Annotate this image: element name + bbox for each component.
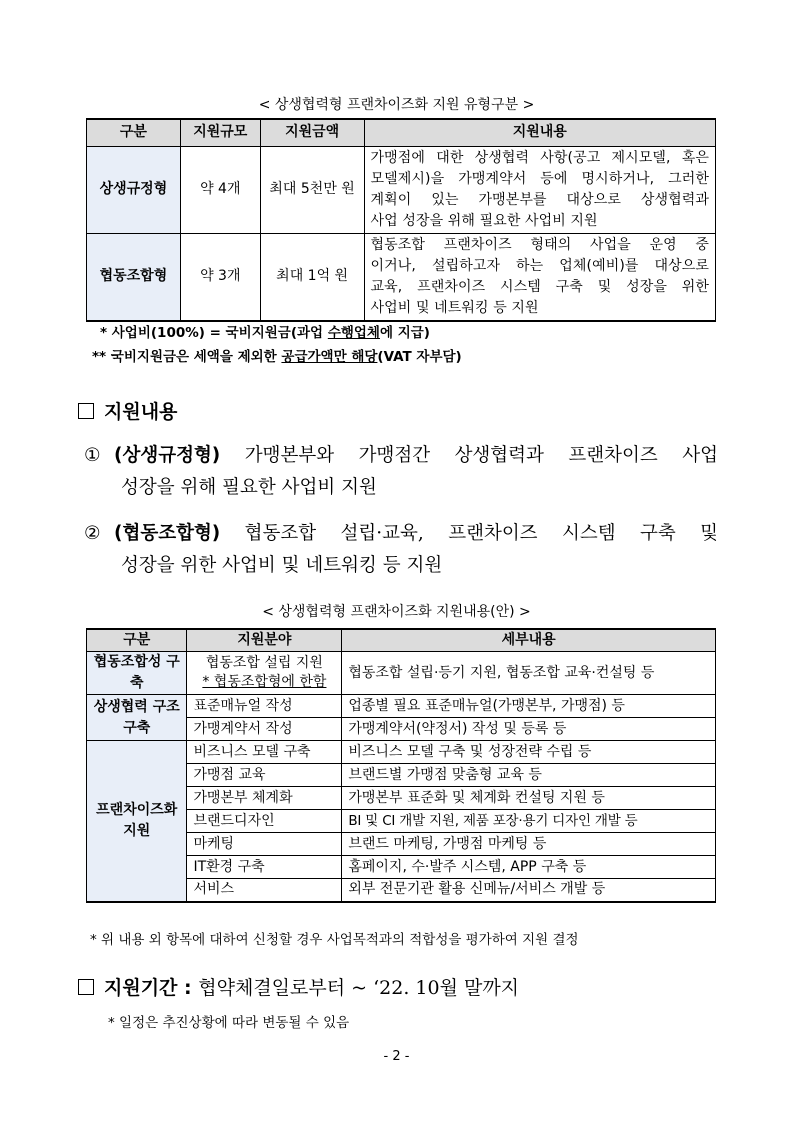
row-amount: 최대 5천만 원: [260, 146, 364, 233]
field-cell: 가맹계약서 작성: [187, 718, 342, 741]
field-cell: 가맹점 교육: [187, 764, 342, 787]
checkbox-bullet-icon: [78, 403, 94, 419]
table1-caption: < 상생협력형 프랜차이즈화 지원 유형구분 >: [258, 97, 535, 113]
field-cell: 서비스: [187, 879, 342, 902]
group-label: 협동조합성 구축: [87, 652, 187, 695]
table-row: [87, 146, 716, 233]
header-category: 구분: [87, 119, 181, 146]
row-scale: 약 4개: [180, 146, 260, 233]
group-label: 프랜차이즈화 지원: [87, 741, 187, 902]
detail-cell: 업종별 필요 표준매뉴얼(가맹본부, 가맹점) 등: [342, 695, 716, 718]
field-cell: 브랜드디자인: [187, 810, 342, 833]
detail-cell: 협동조합 설립·등기 지원, 협동조합 교육·컨설팅 등: [342, 652, 716, 695]
item-type: (상생규정형): [114, 445, 221, 466]
detail-cell: 비즈니스 모델 구축 및 성장전략 수립 등: [342, 741, 716, 764]
header-detail: 세부내용: [342, 629, 716, 652]
table2-caption: < 상생협력형 프랜차이즈화 지원내용(안) >: [262, 604, 531, 620]
header-scale: 지원규모: [180, 119, 260, 146]
content-line: 사업비 및 네트워킹 등 지원: [370, 299, 539, 316]
support-type-table: [86, 118, 716, 322]
detail-cell: BI 및 CI 개발 지원, 제품 포장·용기 디자인 개발 등: [342, 810, 716, 833]
field-cell: 표준매뉴얼 작성: [187, 695, 342, 718]
detail-cell: 홈페이지, 수·발주 시스템, APP 구축 등: [342, 856, 716, 879]
section-support-content: [78, 397, 177, 424]
field-cell: 가맹본부 체계화: [187, 787, 342, 810]
circled-number: ②: [84, 523, 101, 544]
page-number: - 2 -: [383, 1049, 410, 1064]
detail-cell: 가맹본부 표준화 및 체계화 컨설팅 지원 등: [342, 787, 716, 810]
row-scale: 약 3개: [180, 233, 260, 321]
field-cell: 비즈니스 모델 구축: [187, 741, 342, 764]
evaluation-note: * 위 내용 외 항목에 대하여 신청할 경우 사업목적과의 적합성을 평가하여 지원 결정: [90, 932, 579, 948]
table-row: [87, 652, 716, 695]
support-item: ① (상생규정형) 가맹본부와 가맹점간 상생협력과 프랜차이즈 사업 성장을 위해 필요한 사업비 지원: [84, 440, 718, 504]
header-amount: 지원금액: [260, 119, 364, 146]
row-type: 상생규정형: [87, 146, 181, 233]
detail-cell: 외부 전문기관 활용 신메뉴/서비스 개발 등: [342, 879, 716, 902]
table-header-row: [87, 119, 716, 146]
schedule-note: * 일정은 추진상황에 따라 변동될 수 있음: [108, 1015, 350, 1031]
content-line: 가맹점에 대한 상생협력 사항(공고 제시모델, 혹은: [370, 149, 709, 166]
detail-cell: 브랜드별 가맹점 맞춤형 교육 등: [342, 764, 716, 787]
row-content: [364, 146, 715, 233]
support-detail-table: [86, 628, 716, 903]
field-cell: IT환경 구축: [187, 856, 342, 879]
table-row: [87, 233, 716, 321]
budget-note: * 사업비(100%) = 국비지원금(과업 수행업체에 지급): [100, 325, 430, 341]
checkbox-bullet-icon: [78, 979, 94, 995]
group-label: 상생협력 구조 구축: [87, 695, 187, 741]
header-field: 지원분야: [187, 629, 342, 652]
table-row: [87, 695, 716, 718]
content-line: 사업 성장을 위해 필요한 사업비 지원: [370, 212, 598, 229]
table-header-row: [87, 629, 716, 652]
row-type: 협동조합형: [87, 233, 181, 321]
circled-number: ①: [84, 445, 101, 466]
content-line: 모델제시)을 가맹계약서 등에 명시하거나, 그러한: [370, 170, 709, 187]
content-line: 이거나, 설립하고자 하는 업체(예비)를 대상으로: [370, 257, 709, 274]
support-item: ② (협동조합형) 협동조합 설립·교육, 프랜차이즈 시스템 구축 및 성장을 위한 사업비 및 네트워킹 등 지원: [84, 518, 718, 582]
item-type: (협동조합형): [114, 523, 221, 544]
content-line: 협동조합 프랜차이즈 형태의 사업을 운영 중: [370, 236, 709, 253]
period-text: 협약체결일로부터 ~ ‘22. 10월 말까지: [198, 977, 520, 999]
row-content: [364, 233, 715, 321]
content-line: 계획이 있는 가맹본부를 대상으로 상생협력과: [370, 191, 709, 208]
row-amount: 최대 1억 원: [260, 233, 364, 321]
section-support-period: [78, 973, 519, 1000]
header-category: 구분: [87, 629, 187, 652]
detail-cell: 브랜드 마케팅, 가맹점 마케팅 등: [342, 833, 716, 856]
vat-note: ** 국비지원금은 세액을 제외한 공급가액만 해당(VAT 자부담): [92, 349, 462, 365]
content-line: 교육, 프랜차이즈 시스템 구축 및 성장을 위한: [370, 278, 709, 295]
header-content: 지원내용: [364, 119, 715, 146]
table-row: [87, 741, 716, 764]
detail-cell: 가맹계약서(약정서) 작성 및 등록 등: [342, 718, 716, 741]
field-cell: 마케팅: [187, 833, 342, 856]
field-cell: 협동조합 설립 지원 * 협동조합형에 한함: [187, 652, 342, 695]
section-title: 지원기간 :: [104, 977, 192, 999]
section-title: 지원내용: [104, 401, 178, 423]
